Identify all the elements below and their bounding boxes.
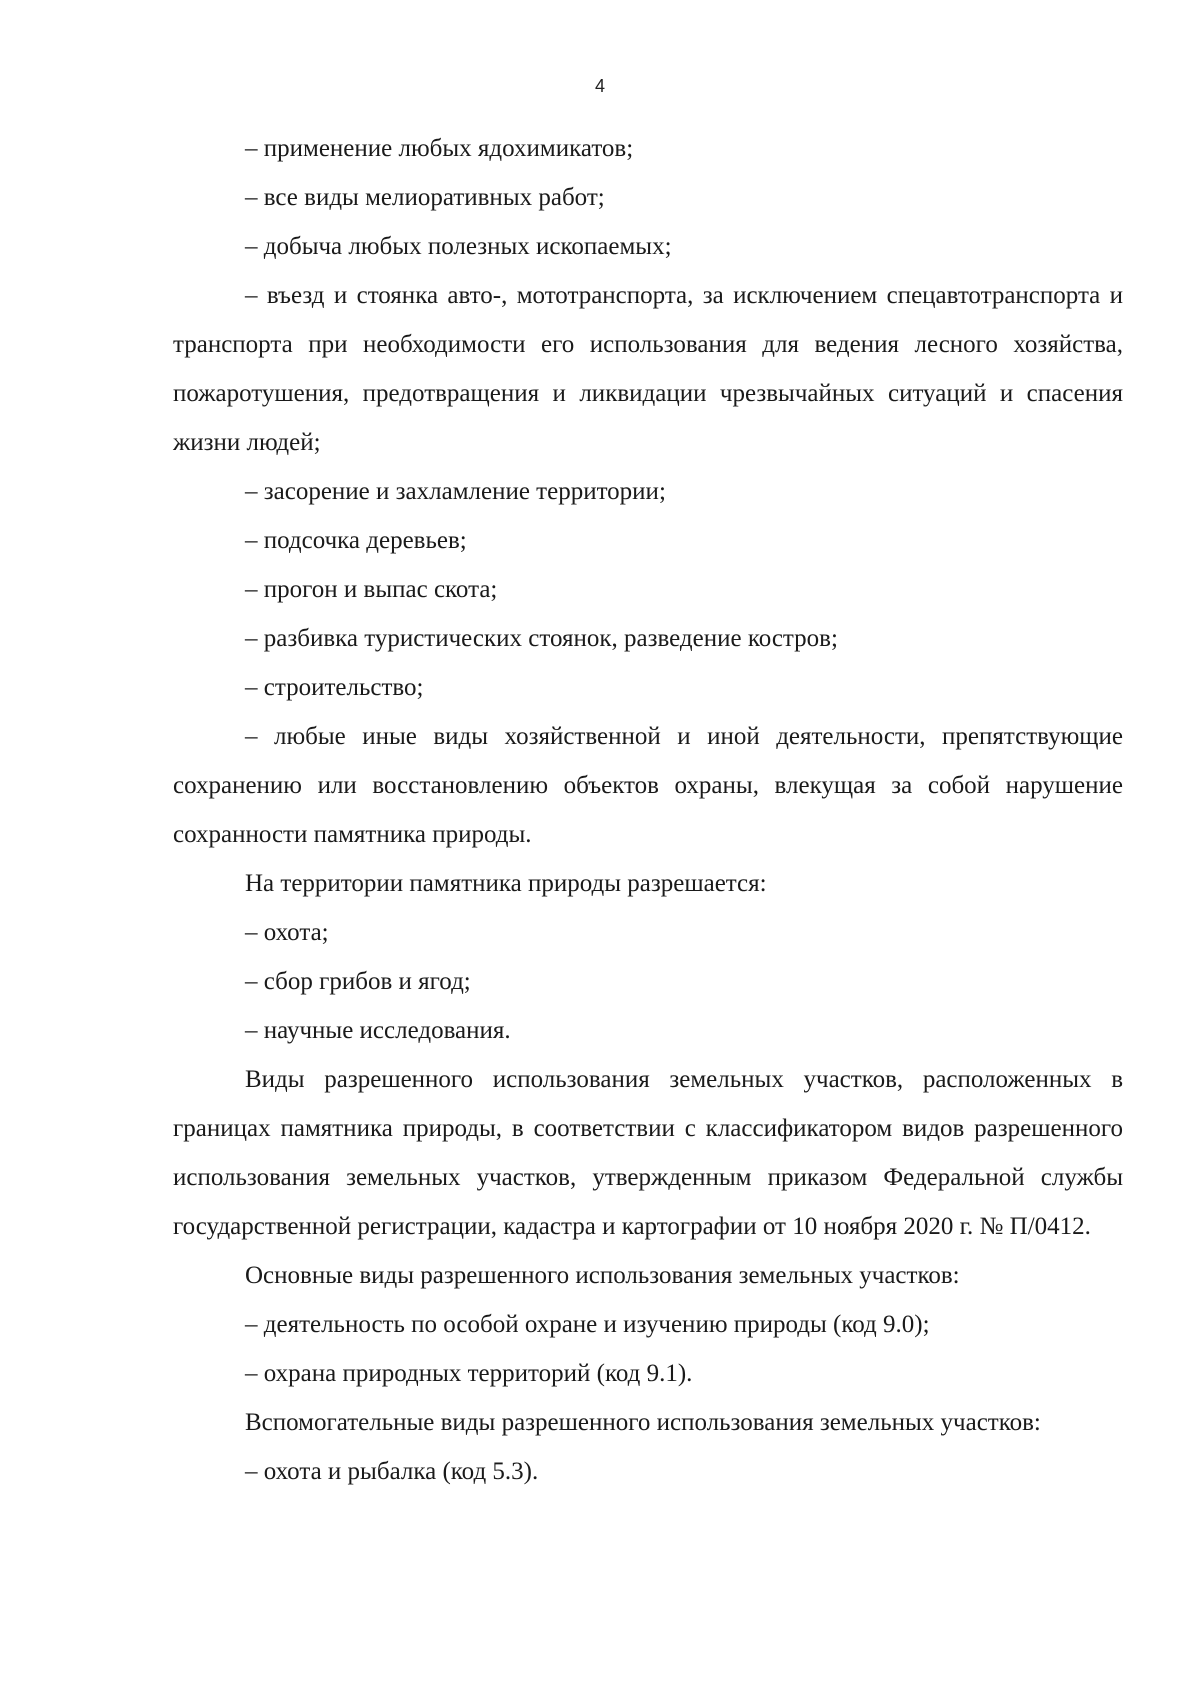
list-item-code-9-1: – охрана природных территорий (код 9.1). (245, 1360, 693, 1387)
list-item-camping: – разбивка туристических стоянок, разведение костров; (245, 625, 838, 652)
page-number: 4 (594, 76, 605, 96)
list-item-littering: – засорение и захламление территории; (245, 478, 666, 505)
list-item-code-9-0: – деятельность по особой охране и изучению природы (код 9.0); (245, 1311, 930, 1338)
list-item-hunting: – охота; (245, 919, 329, 946)
list-item-other-activities: – любые иные виды хозяйственной и иной деятельности, препятствующие сохранению или восстановлению объектов охраны, влекущая за собой нарушение сохранности памятника природы. (173, 723, 1123, 848)
list-item-research: – научные исследования. (245, 1017, 511, 1044)
list-item-code-5-3: – охота и рыбалка (код 5.3). (245, 1458, 539, 1485)
list-item-construction: – строительство; (245, 674, 424, 701)
permitted-heading: На территории памятника природы разрешается: (245, 870, 767, 897)
list-item-mining: – добыча любых полезных ископаемых; (245, 233, 672, 260)
land-use-paragraph: Виды разрешенного использования земельных участков, расположенных в границах памятника природы, в соответствии с классификатором видов разрешенного использования земельных участков, утвержденным приказом Федеральной службы государственной регистрации, кадастра и картографии от 10 ноября 2020 г. № П/0412. (173, 1066, 1123, 1240)
list-item-tapping: – подсочка деревьев; (245, 527, 467, 554)
list-item-gathering: – сбор грибов и ягод; (245, 968, 471, 995)
document-body (173, 124, 1123, 1496)
list-item-melioration: – все виды мелиоративных работ; (245, 184, 605, 211)
main-uses-heading: Основные виды разрешенного использования земельных участков: (245, 1262, 960, 1289)
list-item-grazing: – прогон и выпас скота; (245, 576, 498, 603)
list-item-vehicle-entry: – въезд и стоянка авто-, мототранспорта, за исключением спецавтотранспорта и транспорта при необходимости его использования для ведения лесного хозяйства, пожаротушения, предотвращения и ликвидации чрезвычайных ситуаций и спасения жизни людей; (173, 282, 1123, 456)
list-item-pesticides: – применение любых ядохимикатов; (245, 135, 634, 162)
auxiliary-uses-heading: Вспомогательные виды разрешенного использования земельных участков: (245, 1409, 1041, 1436)
